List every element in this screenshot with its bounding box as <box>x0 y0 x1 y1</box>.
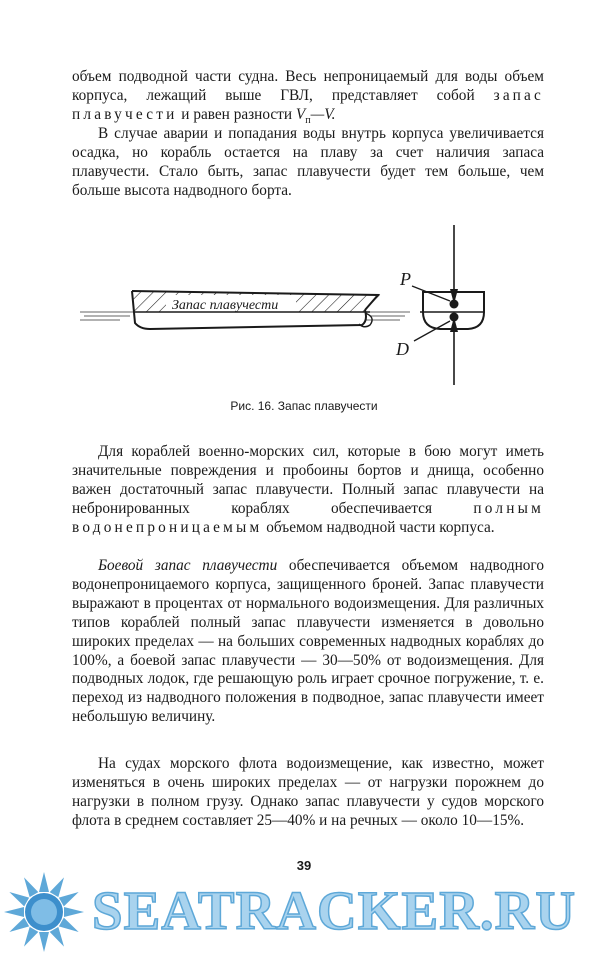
paragraph-3 <box>72 443 544 538</box>
p5-text: На судах морского флота водоизмещение, как известно, может изменяться в очень широких пределах — от нагрузки порожнем до нагрузки в полном грузу. Однако запас плавучести у судов морского флота в среднем составляет 25—40% и на речных — около 10—15%. <box>72 755 544 829</box>
p1-text-a: объем подводной части судна. Весь непроницаемый для воды объем корпуса, лежащий выше ГВЛ, представляет собой <box>72 68 544 104</box>
formula-v: V <box>295 105 306 123</box>
paragraph-5 <box>72 755 544 831</box>
p4-text: обеспечивается объемом надводного водонепроницаемого корпуса, защищенного броней. Запас плавучести выражают в процентах от нормального водоизмещения. Для различных типов кораблей полный запас плавучести изменяется в довольно широких пределах — на больших современных надводных кораблях до 100%, а боевой запас плавучести — 30—50% от водоизмещения. Для подводных лодок, где решающую роль играет срочное погружение, т. е. переход из надводного положения в подводное, запас плавучести имеет небольшую величину. <box>72 557 544 726</box>
p3-spaced-term: полным водонепроницаемым <box>72 499 544 536</box>
paragraph-1 <box>72 68 544 131</box>
formula-sub: п <box>305 114 311 126</box>
p1-spaced-term: запас плавучести <box>72 86 544 123</box>
center-of-buoyancy-dot <box>450 313 459 322</box>
center-of-gravity-dot <box>450 300 459 309</box>
hull-label: Запас плавучести <box>172 298 279 313</box>
figure-caption: Рис. 16. Запас плавучести <box>230 399 378 413</box>
p1-text-b: и равен разности <box>177 105 296 123</box>
paragraph-2 <box>72 125 544 201</box>
figure-reserve-buoyancy <box>80 225 540 390</box>
waterline-left <box>80 312 410 320</box>
sun-icon <box>4 872 84 952</box>
label-d: D <box>396 339 409 359</box>
hull-side-view <box>132 291 380 329</box>
cross-section <box>395 225 485 385</box>
formula-rest: —V. <box>310 105 336 123</box>
p3-text-b: объемом надводной части корпуса. <box>262 518 495 536</box>
label-p: P <box>400 269 411 289</box>
page-number: 39 <box>296 858 312 873</box>
p4-italic-term: Боевой запас плавучести <box>98 557 278 574</box>
watermark-text: SEATRACKER.RU <box>92 880 577 941</box>
p2-text: В случае аварии и попадания воды внутрь корпуса увеличивается осадка, но корабль остается на плаву за счет наличия запаса плавучести. Стало быть, запас плавучести будет тем больше, чем больше высота надводного борта. <box>72 125 544 199</box>
paragraph-4 <box>72 557 544 727</box>
p3-text-a: Для кораблей военно-морских сил, которые в бою могут иметь значительные повреждения и пробоины бортов и днища, особенно важен достаточный запас плавучести. Полный запас плавучести на небронированных кораблях обеспечивается <box>72 443 544 517</box>
